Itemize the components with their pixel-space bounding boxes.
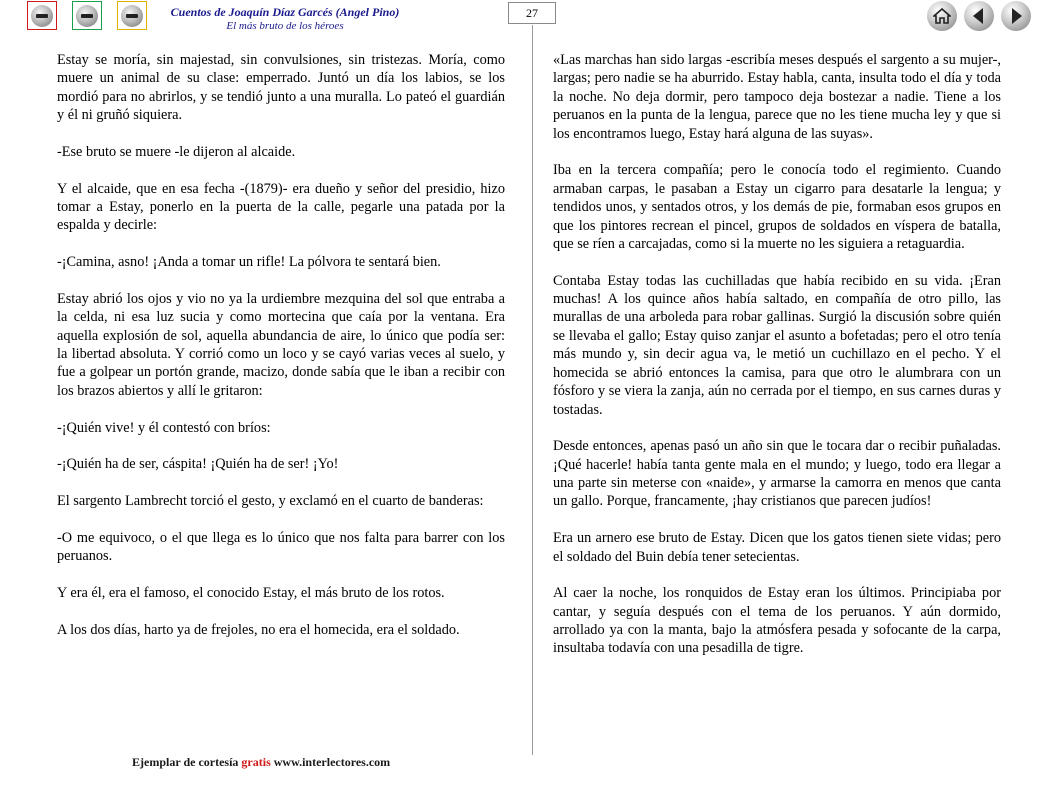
paragraph: Y era él, era el famoso, el conocido Estay, el más bruto de los rotos. bbox=[57, 584, 445, 601]
right-column bbox=[553, 51, 1001, 676]
next-page-button[interactable] bbox=[1001, 1, 1031, 31]
paragraph: Al caer la noche, los ronquidos de Estay eran los últimos. Principiaba por cantar, y seguía después con el tema de los peruanos. Y aún dormido, arrollado ya con la manta, bajo la atmósfera pesada y sofocante de la carpa, insultaba todavía con una pesadilla de tigre. bbox=[553, 585, 1001, 657]
paragraph: -Ese bruto se muere -le dijeron al alcaide. bbox=[57, 143, 296, 160]
maximize-icon bbox=[121, 5, 143, 27]
footer-gratis: gratis bbox=[241, 755, 271, 769]
paragraph: Estay abrió los ojos y vio no ya la urdiembre mezquina del sol que entraba a la celda, ni esa luz sucia y como mortecina que caía por la ventana. Era aquella explosión de sol, aquella abundancia de aire, lo único que podía ser: la libertad absoluta. Y corrió como un loco y se cayó varias veces al suelo, y fue a golpear un portón grande, macizo, donde sabía que le iban a recibir con los brazos abiertos y allí le gritaron: bbox=[57, 290, 505, 399]
book-title: Cuentos de Joaquín Díaz Garcés (Angel Pino) bbox=[170, 5, 400, 19]
home-icon bbox=[933, 8, 951, 24]
paragraph: -¡Quién ha de ser, cáspita! ¡Quién ha de ser! ¡Yo! bbox=[57, 456, 339, 473]
left-column bbox=[57, 51, 505, 657]
paragraph: Desde entonces, apenas pasó un año sin que le tocara dar o recibir puñaladas. ¡Qué hacerle! había tanta gente mala en el mundo; y luego, todo era llegar a una parte sin meterse con «naide», y armarse la camorra en menos que canta un gallo. Porque, francamente, ¡hay cristianos que parecen judíos! bbox=[553, 438, 1001, 510]
page-number: 27 bbox=[508, 2, 556, 24]
close-button[interactable] bbox=[27, 1, 57, 30]
paragraph: -O me equivoco, o el que llega es lo único que nos falta para barrer con los peruanos. bbox=[57, 529, 505, 565]
paragraph: Estay se moría, sin majestad, sin convulsiones, sin tristezas. Moría, como muere un animal de su clase: emperrado. Juntó un día los labios, se los mordió para no abrirlos, y se tendió junto a una muralla. Lo pateó el guardián y él ni gruñó siquiera. bbox=[57, 52, 505, 124]
previous-page-button[interactable] bbox=[964, 1, 994, 31]
footer bbox=[132, 755, 390, 770]
paragraph: -¡Camina, asno! ¡Anda a tomar un rifle! La pólvora te sentará bien. bbox=[57, 254, 441, 271]
close-icon bbox=[31, 5, 53, 27]
paragraph: Era un arnero ese bruto de Estay. Dicen que los gatos tienen siete vidas; pero el soldado del Buin debía tener setecientas. bbox=[553, 530, 1001, 565]
paragraph: El sargento Lambrecht torció el gesto, y exclamó en el cuarto de banderas: bbox=[57, 492, 484, 509]
paragraph: Y el alcaide, que en esa fecha -(1879)- era dueño y señor del presidio, hizo tomar a Estay, ponerlo en la puerta de la calle, pegarle una patada por la espalda y decirle: bbox=[57, 180, 505, 234]
paragraph: A los dos días, harto ya de frejoles, no era el homecida, era el soldado. bbox=[57, 621, 460, 638]
paragraph: -¡Quién vive! y él contestó con bríos: bbox=[57, 419, 271, 436]
maximize-button[interactable] bbox=[117, 1, 147, 30]
story-title: El más bruto de los héroes bbox=[226, 20, 344, 32]
home-button[interactable] bbox=[927, 1, 957, 31]
paragraph: Contaba Estay todas las cuchilladas que había recibido en su vida. ¡Eran muchas! A los quince años había saltado, en compañía de otro pillo, las murallas de una arboleda para robar gallinas. Surgió la discusión sobre quién se llevaba el gallo; Estay quiso zanjar el asunto a bofetadas; pero el otro tenía más mundo y, sin decir agua va, le metió un cuchillazo en el pecho. Y el homecida se abrió entonces la camisa, para que otro le alumbrara con un fósforo y se viera la zanja, aún no cerrada por el tiempo, en sus carnes duras y tostadas. bbox=[553, 272, 1001, 418]
paragraph: «Las marchas han sido largas -escribía meses después el sargento a su mujer-, largas; pero nadie se ha aburrido. Estay habla, canta, insulta todo el día y toda la noche. No deja dormir, pero tampoco deja bostezar a nadie. Tiene a los peruanos en la punta de la lengua, parece que no les tiene mucha ley y que si los encontramos luego, Estay hará alguna de las suyas». bbox=[553, 52, 1001, 142]
arrow-left-icon bbox=[971, 7, 987, 25]
paragraph: Iba en la tercera compañía; pero le conocía todo el regimiento. Cuando armaban carpas, le pasaban a Estay un cigarro para desatarle la lengua; y tendidos unos, y sentados otros, y los demás de pie, formaban esos grupos en que los pintores recrean el pincel, grupos de soldados en víspera de batalla, que se ríen a carcajadas, como si la muerte no les siguiera a retaguardia. bbox=[553, 162, 1001, 252]
arrow-right-icon bbox=[1008, 7, 1024, 25]
minimize-icon bbox=[76, 5, 98, 27]
minimize-button[interactable] bbox=[72, 1, 102, 30]
column-divider bbox=[532, 25, 533, 755]
footer-prefix: Ejemplar de cortesía bbox=[132, 755, 239, 769]
footer-site-link[interactable]: www.interlectores.com bbox=[273, 755, 391, 769]
